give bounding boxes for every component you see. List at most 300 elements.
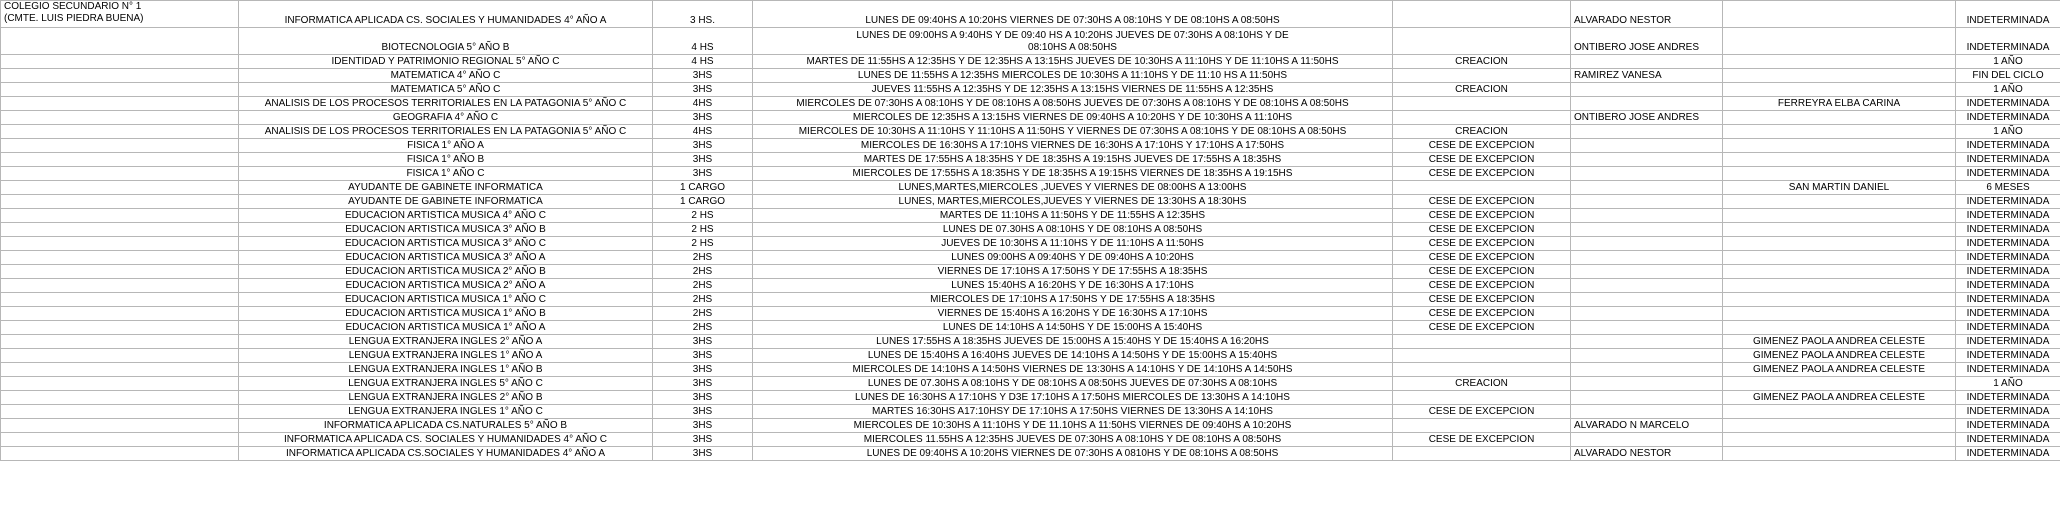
cell-materia[interactable]: INFORMATICA APLICADA CS. SOCIALES Y HUMANIDADES 4° AÑO C	[239, 433, 653, 447]
cell-school[interactable]	[1, 405, 239, 419]
cell-horario[interactable]	[753, 139, 1393, 153]
horario-text: VIERNES DE 15:40HS A 16:20HS Y DE 16:30HS A 17:10HS	[937, 308, 1208, 319]
cell-motivo[interactable]	[1393, 335, 1571, 349]
cell-docente-b[interactable]: GIMENEZ PAOLA ANDREA CELESTE	[1723, 335, 1956, 349]
cell-docente-a[interactable]	[1571, 209, 1723, 223]
cell-horas[interactable]: 3HS	[653, 349, 753, 363]
cell-horario[interactable]	[753, 447, 1393, 461]
cell-materia[interactable]: GEOGRAFIA 4° AÑO C	[239, 111, 653, 125]
cell-docente-b[interactable]	[1723, 279, 1956, 293]
cell-horas[interactable]: 2HS	[653, 265, 753, 279]
cell-horas[interactable]: 3HS	[653, 335, 753, 349]
cell-motivo[interactable]	[1393, 447, 1571, 461]
cell-tipo[interactable]: INDETERMINADA	[1956, 279, 2060, 293]
school-subtitle: (CMTE. LUIS PIEDRA BUENA)	[4, 13, 144, 24]
horario-text: LUNES DE 07.30HS A 08:10HS Y DE 08:10HS A 08:50HS	[942, 224, 1203, 235]
table-row	[1, 83, 2060, 97]
cell-tipo[interactable]: 1 AÑO	[1956, 125, 2060, 139]
cell-materia[interactable]: MATEMATICA 4° AÑO C	[239, 69, 653, 83]
cell-school[interactable]	[1, 447, 239, 461]
cell-horario[interactable]	[753, 97, 1393, 111]
table-row	[1, 279, 2060, 293]
cell-docente-b[interactable]: FERREYRA ELBA CARINA	[1723, 97, 1956, 111]
cell-motivo[interactable]: CESE DE EXCEPCION	[1393, 265, 1571, 279]
cell-horario[interactable]	[753, 153, 1393, 167]
cell-docente-b[interactable]	[1723, 223, 1956, 237]
cell-materia[interactable]: LENGUA EXTRANJERA INGLES 1° AÑO B	[239, 363, 653, 377]
table-row	[1, 181, 2060, 195]
table-row	[1, 307, 2060, 321]
cell-materia[interactable]: BIOTECNOLOGIA 5° AÑO B	[239, 28, 653, 55]
table-row	[1, 209, 2060, 223]
horario-text: MARTES 16:30HS A17:10HSY DE 17:10HS A 17:50HS VIERNES DE 13:30HS A 14:10HS	[872, 406, 1273, 417]
cell-horario[interactable]	[753, 363, 1393, 377]
cell-tipo[interactable]: INDETERMINADA	[1956, 251, 2060, 265]
cell-docente-b[interactable]	[1723, 167, 1956, 181]
cell-motivo[interactable]: CESE DE EXCEPCION	[1393, 307, 1571, 321]
cell-docente-a[interactable]: ONTIBERO JOSE ANDRES	[1571, 111, 1723, 125]
horario-text: LUNES DE 15:40HS A 16:40HS JUEVES DE 14:10HS A 14:50HS Y DE 15:00HS A 15:40HS	[867, 350, 1278, 361]
cell-docente-b[interactable]	[1723, 195, 1956, 209]
cell-horario[interactable]	[753, 83, 1393, 97]
cell-docente-b[interactable]	[1723, 55, 1956, 69]
cell-horario[interactable]	[753, 237, 1393, 251]
cell-horario[interactable]	[753, 335, 1393, 349]
cell-docente-a[interactable]	[1571, 153, 1723, 167]
cell-docente-b[interactable]	[1723, 139, 1956, 153]
cell-school[interactable]	[1, 237, 239, 251]
cell-docente-a[interactable]	[1571, 223, 1723, 237]
cell-motivo[interactable]: CESE DE EXCEPCION	[1393, 139, 1571, 153]
cell-tipo[interactable]: INDETERMINADA	[1956, 195, 2060, 209]
cell-tipo[interactable]: INDETERMINADA	[1956, 209, 2060, 223]
cell-docente-b[interactable]	[1723, 28, 1956, 55]
cell-materia[interactable]: IDENTIDAD Y PATRIMONIO REGIONAL 5° AÑO C	[239, 55, 653, 69]
cell-motivo[interactable]: CESE DE EXCEPCION	[1393, 321, 1571, 335]
cell-motivo[interactable]: CESE DE EXCEPCION	[1393, 153, 1571, 167]
cell-materia[interactable]: ANALISIS DE LOS PROCESOS TERRITORIALES EN LA PATAGONIA 5° AÑO C	[239, 125, 653, 139]
horario-text: MIERCOLES 11.55HS A 12:35HS JUEVES DE 07:30HS A 08:10HS Y DE 08:10HS A 08:50HS	[863, 434, 1282, 445]
cell-motivo[interactable]	[1393, 349, 1571, 363]
cell-horas[interactable]: 2 HS	[653, 223, 753, 237]
cell-docente-b[interactable]	[1723, 69, 1956, 83]
cell-tipo[interactable]: INDETERMINADA	[1956, 265, 2060, 279]
horario-text: MIERCOLES DE 12:35HS A 13:15HS VIERNES DE 09:40HS A 10:20HS Y DE 10:30HS A 11:10HS	[852, 112, 1293, 123]
cell-horario[interactable]	[753, 377, 1393, 391]
cell-school[interactable]	[1, 209, 239, 223]
cell-materia[interactable]: INFORMATICA APLICADA CS.NATURALES 5° AÑO B	[239, 419, 653, 433]
horario-text: MIERCOLES DE 07:30HS A 08:10HS Y DE 08:10HS A 08:50HS JUEVES DE 07:30HS A 08:10HS Y DE 08:10HS A 08:50HS	[796, 98, 1349, 109]
cell-tipo[interactable]: INDETERMINADA	[1956, 391, 2060, 405]
school-name: COLEGIO SECUNDARIO N° 1	[4, 1, 142, 12]
cell-school[interactable]	[1, 391, 239, 405]
cell-horas[interactable]: 3HS	[653, 391, 753, 405]
cell-docente-b[interactable]: GIMENEZ PAOLA ANDREA CELESTE	[1723, 349, 1956, 363]
cell-materia[interactable]: EDUCACION ARTISTICA MUSICA 4° AÑO C	[239, 209, 653, 223]
cell-docente-a[interactable]	[1571, 363, 1723, 377]
cell-docente-b[interactable]	[1723, 293, 1956, 307]
cell-school[interactable]	[1, 167, 239, 181]
cell-motivo[interactable]	[1393, 28, 1571, 55]
cell-horario[interactable]	[753, 1, 1393, 28]
cell-motivo[interactable]: CESE DE EXCEPCION	[1393, 433, 1571, 447]
table-row	[1, 447, 2060, 461]
cell-motivo[interactable]	[1393, 391, 1571, 405]
cell-docente-b[interactable]	[1723, 307, 1956, 321]
cell-school[interactable]	[1, 363, 239, 377]
horario-text: LUNES DE 09:40HS A 10:20HS VIERNES DE 07:30HS A 0810HS Y DE 08:10HS A 08:50HS	[866, 448, 1279, 459]
table-row	[1, 405, 2060, 419]
cell-materia[interactable]: EDUCACION ARTISTICA MUSICA 3° AÑO B	[239, 223, 653, 237]
cell-horario[interactable]	[753, 293, 1393, 307]
table-row	[1, 349, 2060, 363]
horario-text: LUNES 15:40HS A 16:20HS Y DE 16:30HS A 17:10HS	[951, 280, 1194, 291]
cell-horas[interactable]: 2HS	[653, 251, 753, 265]
table-row	[1, 97, 2060, 111]
cell-tipo[interactable]: INDETERMINADA	[1956, 349, 2060, 363]
horario-text: MIERCOLES DE 17:10HS A 17:50HS Y DE 17:55HS A 18:35HS	[930, 294, 1215, 305]
cell-tipo[interactable]: INDETERMINADA	[1956, 433, 2060, 447]
cell-docente-a[interactable]	[1571, 279, 1723, 293]
cell-docente-a[interactable]	[1571, 237, 1723, 251]
cell-materia[interactable]: MATEMATICA 5° AÑO C	[239, 83, 653, 97]
cell-docente-b[interactable]	[1723, 419, 1956, 433]
horario-text: MIERCOLES DE 10:30HS A 11:10HS Y DE 11.10HS A 11:50HS VIERNES DE 09:40HS A 10:20HS	[853, 420, 1292, 431]
horario-text: MARTES DE 17:55HS A 18:35HS Y DE 18:35HS A 19:15HS JUEVES DE 17:55HS A 18:35HS	[863, 154, 1282, 165]
cell-materia[interactable]: EDUCACION ARTISTICA MUSICA 2° AÑO B	[239, 265, 653, 279]
table-row	[1, 125, 2060, 139]
cell-materia[interactable]: LENGUA EXTRANJERA INGLES 5° AÑO C	[239, 377, 653, 391]
cell-materia[interactable]: EDUCACION ARTISTICA MUSICA 3° AÑO A	[239, 251, 653, 265]
cell-school[interactable]	[1, 181, 239, 195]
cell-docente-a[interactable]	[1571, 307, 1723, 321]
cell-docente-b[interactable]: GIMENEZ PAOLA ANDREA CELESTE	[1723, 391, 1956, 405]
cell-tipo[interactable]: INDETERMINADA	[1956, 237, 2060, 251]
cell-docente-a[interactable]	[1571, 139, 1723, 153]
cell-materia[interactable]: INFORMATICA APLICADA CS. SOCIALES Y HUMANIDADES 4° AÑO A	[239, 1, 653, 28]
horario-text: LUNES 17:55HS A 18:35HS JUEVES DE 15:00HS A 15:40HS Y DE 15:40HS A 16:20HS	[876, 336, 1269, 347]
cell-horas[interactable]: 2HS	[653, 293, 753, 307]
table-row	[1, 377, 2060, 391]
cell-horario[interactable]	[753, 321, 1393, 335]
cell-materia[interactable]: FISICA 1° AÑO A	[239, 139, 653, 153]
cell-horario[interactable]	[753, 419, 1393, 433]
cell-docente-b[interactable]	[1723, 153, 1956, 167]
cell-horario[interactable]	[753, 28, 1393, 55]
cell-horas[interactable]: 2HS	[653, 321, 753, 335]
cell-horario[interactable]	[753, 69, 1393, 83]
cell-horas[interactable]: 3HS	[653, 153, 753, 167]
cell-tipo[interactable]: INDETERMINADA	[1956, 139, 2060, 153]
cell-tipo[interactable]: INDETERMINADA	[1956, 405, 2060, 419]
cell-docente-b[interactable]: GIMENEZ PAOLA ANDREA CELESTE	[1723, 363, 1956, 377]
cell-school[interactable]	[1, 125, 239, 139]
cell-school[interactable]	[1, 55, 239, 69]
cell-horas[interactable]: 3HS	[653, 419, 753, 433]
cell-school[interactable]	[1, 28, 239, 55]
cell-horario[interactable]	[753, 209, 1393, 223]
cell-docente-b[interactable]	[1723, 321, 1956, 335]
horario-text: JUEVES DE 10:30HS A 11:10HS Y DE 11:10HS A 11:50HS	[941, 238, 1204, 249]
cell-horas[interactable]: 2HS	[653, 279, 753, 293]
cell-school[interactable]	[1, 69, 239, 83]
cell-materia[interactable]: FISICA 1° AÑO B	[239, 153, 653, 167]
horario-text: MIERCOLES DE 10:30HS A 11:10HS Y 11:10HS A 11:50HS Y VIERNES DE 07:30HS A 08:10HS Y DE 08:10HS A 08:50HS	[798, 126, 1347, 137]
horario-text: LUNES 09:00HS A 09:40HS Y DE 09:40HS A 10:20HS	[951, 252, 1194, 263]
cell-materia[interactable]: LENGUA EXTRANJERA INGLES 2° AÑO A	[239, 335, 653, 349]
cell-horas[interactable]: 3HS	[653, 405, 753, 419]
cell-docente-a[interactable]	[1571, 405, 1723, 419]
cell-motivo[interactable]: CESE DE EXCEPCION	[1393, 251, 1571, 265]
cell-tipo[interactable]: INDETERMINADA	[1956, 153, 2060, 167]
cell-tipo[interactable]: 1 AÑO	[1956, 377, 2060, 391]
cell-motivo[interactable]: CESE DE EXCEPCION	[1393, 209, 1571, 223]
cell-motivo[interactable]: CREACION	[1393, 55, 1571, 69]
horario-text: LUNES,MARTES,MIERCOLES ,JUEVES Y VIERNES DE 08:00HS A 13:00HS	[898, 182, 1247, 193]
cell-motivo[interactable]	[1393, 363, 1571, 377]
cell-docente-a[interactable]	[1571, 391, 1723, 405]
cell-docente-a[interactable]: ALVARADO NESTOR	[1571, 447, 1723, 461]
cell-school[interactable]	[1, 83, 239, 97]
cell-horas[interactable]: 3HS	[653, 167, 753, 181]
cell-horario[interactable]	[753, 265, 1393, 279]
cell-horario[interactable]	[753, 181, 1393, 195]
cell-horas[interactable]: 3HS	[653, 433, 753, 447]
cell-motivo[interactable]: CESE DE EXCEPCION	[1393, 223, 1571, 237]
horario-text: LUNES DE 07.30HS A 08:10HS Y DE 08:10HS A 08:50HS JUEVES DE 07:30HS A 08:10HS	[867, 378, 1278, 389]
cell-school[interactable]	[1, 335, 239, 349]
cell-docente-b[interactable]	[1723, 405, 1956, 419]
cell-docente-b[interactable]	[1723, 251, 1956, 265]
cell-horario[interactable]	[753, 55, 1393, 69]
cell-docente-a[interactable]	[1571, 195, 1723, 209]
cell-materia[interactable]: AYUDANTE DE GABINETE INFORMATICA	[239, 181, 653, 195]
table-row	[1, 55, 2060, 69]
cell-school[interactable]	[1, 1, 239, 28]
cell-horas[interactable]: 3HS	[653, 83, 753, 97]
cell-materia[interactable]: LENGUA EXTRANJERA INGLES 1° AÑO A	[239, 349, 653, 363]
table-row	[1, 237, 2060, 251]
cell-horas[interactable]: 2HS	[653, 307, 753, 321]
cell-tipo[interactable]: 1 AÑO	[1956, 83, 2060, 97]
cell-school[interactable]	[1, 195, 239, 209]
cell-materia[interactable]: EDUCACION ARTISTICA MUSICA 1° AÑO B	[239, 307, 653, 321]
cell-tipo[interactable]: INDETERMINADA	[1956, 97, 2060, 111]
cell-docente-b[interactable]	[1723, 377, 1956, 391]
cell-docente-a[interactable]	[1571, 83, 1723, 97]
table-row	[1, 1, 2060, 28]
cell-docente-a[interactable]	[1571, 377, 1723, 391]
cell-materia[interactable]: EDUCACION ARTISTICA MUSICA 3° AÑO C	[239, 237, 653, 251]
cell-motivo[interactable]	[1393, 111, 1571, 125]
cell-docente-a[interactable]	[1571, 181, 1723, 195]
cell-tipo[interactable]: INDETERMINADA	[1956, 223, 2060, 237]
table-row	[1, 69, 2060, 83]
horario-text: LUNES DE 14:10HS A 14:50HS Y DE 15:00HS A 15:40HS	[942, 322, 1203, 333]
cell-docente-a[interactable]: RAMIREZ VANESA	[1571, 69, 1723, 83]
table-row	[1, 167, 2060, 181]
cell-horas[interactable]: 1 CARGO	[653, 181, 753, 195]
cell-school[interactable]	[1, 349, 239, 363]
table-row	[1, 391, 2060, 405]
cell-horario[interactable]	[753, 111, 1393, 125]
cell-horario[interactable]	[753, 251, 1393, 265]
table-row	[1, 293, 2060, 307]
cell-docente-b[interactable]	[1723, 447, 1956, 461]
cell-docente-b[interactable]: SAN MARTIN DANIEL	[1723, 181, 1956, 195]
cell-horario[interactable]	[753, 433, 1393, 447]
cell-tipo[interactable]: FIN DEL CICLO	[1956, 69, 2060, 83]
cell-horas[interactable]: 4 HS	[653, 55, 753, 69]
cell-horario[interactable]	[753, 349, 1393, 363]
cell-docente-b[interactable]	[1723, 83, 1956, 97]
table-row	[1, 139, 2060, 153]
cell-school[interactable]	[1, 279, 239, 293]
cell-motivo[interactable]: CESE DE EXCEPCION	[1393, 195, 1571, 209]
table-row	[1, 363, 2060, 377]
cell-motivo[interactable]: CESE DE EXCEPCION	[1393, 167, 1571, 181]
cell-docente-a[interactable]	[1571, 349, 1723, 363]
cell-horario[interactable]	[753, 125, 1393, 139]
cell-school[interactable]	[1, 139, 239, 153]
cell-docente-b[interactable]	[1723, 237, 1956, 251]
cell-motivo[interactable]	[1393, 69, 1571, 83]
cell-horario[interactable]	[753, 307, 1393, 321]
cell-docente-b[interactable]	[1723, 125, 1956, 139]
cell-docente-a[interactable]	[1571, 265, 1723, 279]
cell-tipo[interactable]: INDETERMINADA	[1956, 293, 2060, 307]
cell-docente-a[interactable]	[1571, 335, 1723, 349]
cell-horas[interactable]: 3HS	[653, 69, 753, 83]
cell-school[interactable]	[1, 433, 239, 447]
table-row	[1, 433, 2060, 447]
cell-docente-a[interactable]	[1571, 321, 1723, 335]
cell-motivo[interactable]: CREACION	[1393, 125, 1571, 139]
cell-horario[interactable]	[753, 405, 1393, 419]
cell-docente-b[interactable]	[1723, 265, 1956, 279]
cell-horario[interactable]	[753, 167, 1393, 181]
cell-materia[interactable]: AYUDANTE DE GABINETE INFORMATICA	[239, 195, 653, 209]
table-row	[1, 321, 2060, 335]
cell-tipo[interactable]: 6 MESES	[1956, 181, 2060, 195]
cell-materia[interactable]: LENGUA EXTRANJERA INGLES 1° AÑO C	[239, 405, 653, 419]
horario-text: MIERCOLES DE 17:55HS A 18:35HS Y DE 18:35HS A 19:15HS VIERNES DE 18:35HS A 19:15HS	[852, 168, 1293, 179]
table-row	[1, 265, 2060, 279]
cell-docente-b[interactable]	[1723, 209, 1956, 223]
cell-horas[interactable]: 4HS	[653, 125, 753, 139]
cell-docente-b[interactable]	[1723, 1, 1956, 28]
cell-motivo[interactable]	[1393, 1, 1571, 28]
cell-tipo[interactable]: INDETERMINADA	[1956, 111, 2060, 125]
cell-tipo[interactable]: INDETERMINADA	[1956, 321, 2060, 335]
cell-school[interactable]	[1, 293, 239, 307]
cell-horario[interactable]	[753, 391, 1393, 405]
cell-tipo[interactable]: INDETERMINADA	[1956, 167, 2060, 181]
cell-horario[interactable]	[753, 223, 1393, 237]
cell-tipo[interactable]: INDETERMINADA	[1956, 307, 2060, 321]
cell-docente-a[interactable]: ALVARADO N MARCELO	[1571, 419, 1723, 433]
horario-text: LUNES DE 09:00HS A 9:40HS Y DE 09:40 HS A 10:20HS JUEVES DE 07:30HS A 08:10HS Y DE	[856, 30, 1289, 41]
cell-school[interactable]	[1, 377, 239, 391]
cell-materia[interactable]: INFORMATICA APLICADA CS.SOCIALES Y HUMANIDADES 4° AÑO A	[239, 447, 653, 461]
cell-motivo[interactable]: CESE DE EXCEPCION	[1393, 293, 1571, 307]
cell-tipo[interactable]: INDETERMINADA	[1956, 447, 2060, 461]
cell-horas[interactable]: 3HS	[653, 111, 753, 125]
cell-school[interactable]	[1, 321, 239, 335]
cell-materia[interactable]: ANALISIS DE LOS PROCESOS TERRITORIALES EN LA PATAGONIA 5° AÑO C	[239, 97, 653, 111]
cell-tipo[interactable]: INDETERMINADA	[1956, 363, 2060, 377]
cell-horario[interactable]	[753, 195, 1393, 209]
cell-horas[interactable]: 3HS	[653, 377, 753, 391]
cell-tipo[interactable]: INDETERMINADA	[1956, 419, 2060, 433]
cell-horas[interactable]: 3 HS.	[653, 1, 753, 28]
cell-docente-a[interactable]: ALVARADO NESTOR	[1571, 1, 1723, 28]
cell-docente-a[interactable]	[1571, 251, 1723, 265]
cell-materia[interactable]: EDUCACION ARTISTICA MUSICA 2° AÑO A	[239, 279, 653, 293]
cell-horas[interactable]: 3HS	[653, 447, 753, 461]
cell-tipo[interactable]: 1 AÑO	[1956, 55, 2060, 69]
cell-motivo[interactable]: CESE DE EXCEPCION	[1393, 237, 1571, 251]
table-row	[1, 335, 2060, 349]
cell-horas[interactable]: 2 HS	[653, 209, 753, 223]
cell-motivo[interactable]: CREACION	[1393, 83, 1571, 97]
cell-tipo[interactable]: INDETERMINADA	[1956, 335, 2060, 349]
cell-horario[interactable]	[753, 279, 1393, 293]
cell-tipo[interactable]: INDETERMINADA	[1956, 1, 2060, 28]
cell-motivo[interactable]: CESE DE EXCEPCION	[1393, 405, 1571, 419]
horario-text-continued: 08:10HS A 08:50HS	[1028, 42, 1117, 53]
cell-school[interactable]	[1, 97, 239, 111]
horario-text: LUNES DE 11:55HS A 12:35HS MIERCOLES DE 10:30HS A 11:10HS Y DE 11:10 HS A 11:50HS	[857, 70, 1288, 81]
cell-docente-a[interactable]	[1571, 97, 1723, 111]
cell-horas[interactable]: 1 CARGO	[653, 195, 753, 209]
cell-motivo[interactable]: CESE DE EXCEPCION	[1393, 279, 1571, 293]
cell-school[interactable]	[1, 307, 239, 321]
cell-horas[interactable]: 3HS	[653, 139, 753, 153]
cell-school[interactable]	[1, 265, 239, 279]
table-row	[1, 153, 2060, 167]
cell-docente-b[interactable]	[1723, 433, 1956, 447]
cell-horas[interactable]: 4HS	[653, 97, 753, 111]
cell-motivo[interactable]: CREACION	[1393, 377, 1571, 391]
cell-docente-a[interactable]	[1571, 125, 1723, 139]
horario-text: LUNES DE 16:30HS A 17:10HS Y D3E 17:10HS A 17:50HS MIERCOLES DE 13:30HS A 14:10HS	[855, 392, 1290, 403]
cell-docente-a[interactable]: ONTIBERO JOSE ANDRES	[1571, 28, 1723, 55]
cell-docente-a[interactable]	[1571, 55, 1723, 69]
cell-motivo[interactable]	[1393, 97, 1571, 111]
cell-materia[interactable]: FISICA 1° AÑO C	[239, 167, 653, 181]
cell-materia[interactable]: EDUCACION ARTISTICA MUSICA 1° AÑO C	[239, 293, 653, 307]
cell-horas[interactable]: 3HS	[653, 363, 753, 377]
cell-school[interactable]	[1, 223, 239, 237]
cell-horas[interactable]: 4 HS	[653, 28, 753, 55]
cell-motivo[interactable]	[1393, 419, 1571, 433]
cell-docente-a[interactable]	[1571, 293, 1723, 307]
cell-docente-a[interactable]	[1571, 433, 1723, 447]
cell-horas[interactable]: 2 HS	[653, 237, 753, 251]
cell-motivo[interactable]	[1393, 181, 1571, 195]
cell-docente-a[interactable]	[1571, 167, 1723, 181]
horario-text: MARTES DE 11:10HS A 11:50HS Y DE 11:55HS A 12:35HS	[939, 210, 1206, 221]
cell-tipo[interactable]: INDETERMINADA	[1956, 28, 2060, 55]
cell-docente-b[interactable]	[1723, 111, 1956, 125]
cell-school[interactable]	[1, 251, 239, 265]
cell-school[interactable]	[1, 419, 239, 433]
cell-school[interactable]	[1, 153, 239, 167]
cell-materia[interactable]: LENGUA EXTRANJERA INGLES 2° AÑO B	[239, 391, 653, 405]
cell-school[interactable]	[1, 111, 239, 125]
cell-materia[interactable]: EDUCACION ARTISTICA MUSICA 1° AÑO A	[239, 321, 653, 335]
